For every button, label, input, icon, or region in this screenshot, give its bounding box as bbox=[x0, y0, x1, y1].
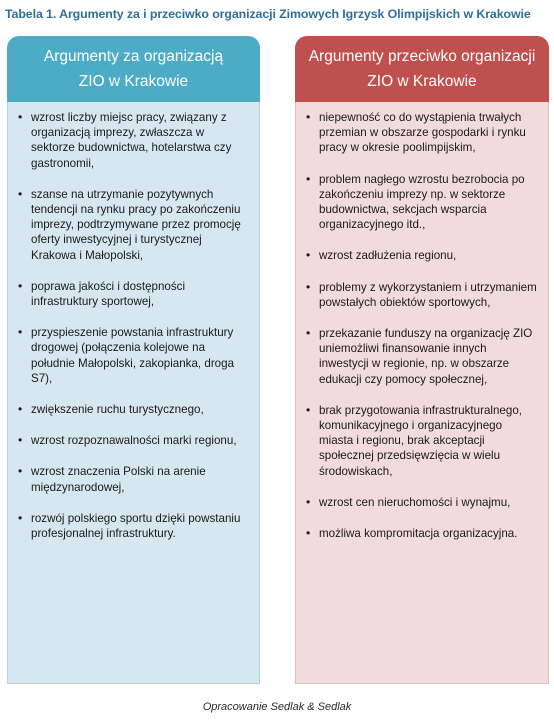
source-footer: Opracowanie Sedlak & Sedlak bbox=[202, 701, 352, 713]
list-item: • przyspieszenie powstania infrastruktury drogowej (połączenia kolejowe na południe Małopolski, zakopianka, droga S7), bbox=[16, 325, 251, 386]
column-pros-body bbox=[7, 102, 260, 684]
list-item: • poprawa jakości i dostępności infrastruktury sportowej, bbox=[16, 279, 251, 309]
column-pros bbox=[7, 36, 260, 684]
list-item: • wzrost zadłużenia regionu, bbox=[304, 248, 540, 263]
list-item: • przekazanie funduszy na organizację ZIO uniemożliwi finansowanie innych inwestycji w regionie, np. w obszarze edukacji czy pomocy społecznej, bbox=[304, 326, 540, 387]
table-caption: Tabela 1. Argumenty za i przeciwko organizacji Zimowych Igrzysk Olimpijskich w Krakowie bbox=[5, 7, 531, 21]
column-pros-header-line1: Argumenty za organizacją bbox=[43, 48, 224, 65]
list-item: • wzrost rozpoznawalności marki regionu, bbox=[16, 433, 251, 448]
column-pros-header bbox=[7, 36, 260, 102]
list-item: • wzrost znaczenia Polski na arenie międzynarodowej, bbox=[16, 464, 251, 494]
list-item: • zwiększenie ruchu turystycznego, bbox=[16, 402, 251, 417]
list-item: • wzrost liczby miejsc pracy, związany z organizacją imprezy, zwłaszcza w sektorze budownictwa, hotelarstwa czy gastronomii, bbox=[16, 110, 251, 171]
list-item: • brak przygotowania infrastrukturalnego, komunikacyjnego i organizacyjnego miasta i regionu, brak akceptacji społecznej przedsięwzięcia w wielu środowiskach, bbox=[304, 403, 540, 479]
list-item: • niepewność co do wystąpienia trwałych przemian w obszarze gospodarki i rynku pracy w okresie poolimpijskim, bbox=[304, 110, 540, 156]
column-cons-body bbox=[295, 102, 549, 684]
column-cons-header bbox=[295, 36, 549, 102]
list-item: • możliwa kompromitacja organizacyjna. bbox=[304, 526, 540, 541]
list-item: • problem nagłego wzrostu bezrobocia po zakończeniu imprezy np. w sektorze budownictwa, sekcjach wsparcia organizacyjnego itd., bbox=[304, 172, 540, 233]
pros-list bbox=[16, 110, 251, 541]
column-cons bbox=[295, 36, 549, 684]
list-item: • szanse na utrzymanie pozytywnych tendencji na rynku pracy po zakończeniu imprezy, podtrzymywane przez promocję oferty inwestycyjnej i turystycznej Krakowa i Małopolski, bbox=[16, 187, 251, 263]
list-item: • problemy z wykorzystaniem i utrzymaniem powstałych obiektów sportowych, bbox=[304, 280, 540, 310]
column-pros-header-line2: ZIO w Krakowie bbox=[78, 73, 189, 90]
cons-list bbox=[304, 110, 540, 541]
list-item: • rozwój polskiego sportu dzięki powstaniu profesjonalnej infrastruktury. bbox=[16, 511, 251, 541]
column-cons-header-line2: ZIO w Krakowie bbox=[367, 73, 477, 90]
column-cons-header-line1: Argumenty przeciwko organizacji bbox=[308, 48, 536, 65]
list-item: • wzrost cen nieruchomości i wynajmu, bbox=[304, 495, 540, 510]
